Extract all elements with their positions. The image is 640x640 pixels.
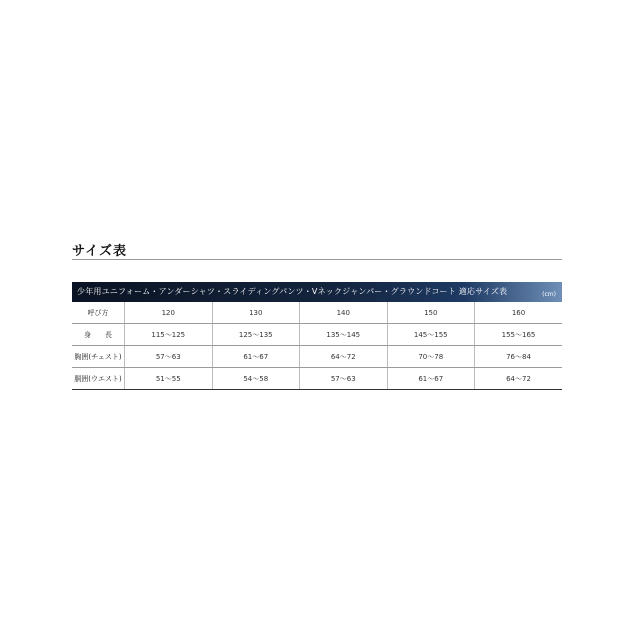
- table-cell: 64〜72: [300, 346, 388, 368]
- table-cell: 120: [125, 302, 213, 324]
- table-row-chest: [72, 346, 562, 368]
- table-row-height: [72, 324, 562, 346]
- table-title: 少年用ユニフォーム・アンダーシャツ・スライディングパンツ・Vネックジャンパー・グラウンドコート 適応サイズ表: [77, 287, 508, 296]
- table-cell: 70〜78: [387, 346, 475, 368]
- section-title: サイズ表: [72, 244, 127, 259]
- table-cell: 125〜135: [212, 324, 300, 346]
- table-cell: 155〜165: [475, 324, 563, 346]
- table-cell: 51〜55: [125, 368, 213, 390]
- table-cell: 61〜67: [387, 368, 475, 390]
- row-label: 呼び方: [72, 302, 125, 324]
- unit-label: (cm): [542, 291, 556, 298]
- table-cell: 57〜63: [300, 368, 388, 390]
- table-cell: 54〜58: [212, 368, 300, 390]
- row-label: 胴囲(ウエスト): [72, 368, 125, 390]
- size-table: [72, 302, 562, 390]
- table-row-size-name: [72, 302, 562, 324]
- table-cell: 140: [300, 302, 388, 324]
- row-label: 身 長: [72, 324, 125, 346]
- table-row-waist: [72, 368, 562, 390]
- table-cell: 61〜67: [212, 346, 300, 368]
- row-label: 胸囲(チェスト): [72, 346, 125, 368]
- table-cell: 57〜63: [125, 346, 213, 368]
- table-cell: 150: [387, 302, 475, 324]
- table-header-banner: [72, 282, 562, 302]
- table-cell: 115〜125: [125, 324, 213, 346]
- table-cell: 135〜145: [300, 324, 388, 346]
- table-cell: 64〜72: [475, 368, 563, 390]
- title-divider: [72, 259, 562, 260]
- table-cell: 130: [212, 302, 300, 324]
- table-cell: 76〜84: [475, 346, 563, 368]
- table-cell: 160: [475, 302, 563, 324]
- table-cell: 145〜155: [387, 324, 475, 346]
